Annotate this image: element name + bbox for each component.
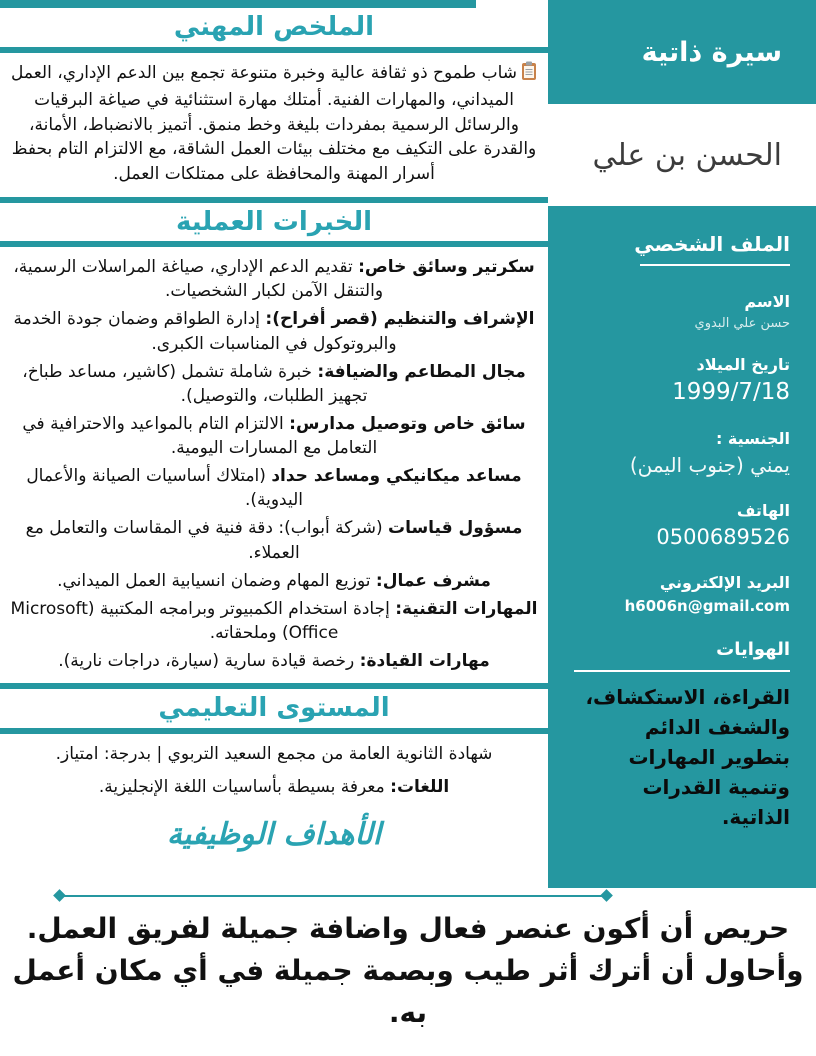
languages-value: معرفة بسيطة بأساسيات اللغة الإنجليزية.: [98, 777, 391, 798]
experience-item: [4, 464, 544, 512]
section-divider: [0, 241, 548, 247]
section-divider: [0, 728, 548, 734]
summary-text: شاب طموح ذو ثقافة عالية وخبرة متنوعة تجمع بين الدعم الإداري، العمل الميداني، والمهارات الفنية. أمتلك مهارة استثنائية في صياغة البرقيات والرسائل الرسمية بمفردات بليغة وخط منمق. أتميز بالانضباط، الأمانة، والقدرة على التكيف مع مختلف بيئات العمل الشاقة، مع الالتزام التام بحفظ أسرار المهنة والمحافظة على ممتلكات العمل.: [11, 62, 537, 185]
section-divider: [0, 0, 476, 8]
experience-item-desc: إدارة الطواقم وضمان جودة الخدمة والبروتوكول في المناسبات الكبرى.: [13, 309, 397, 354]
field-label: تاريخ الميلاد: [696, 355, 790, 374]
hobbies-divider: [574, 670, 790, 672]
experience-item: [4, 412, 544, 460]
divider-line: [64, 895, 602, 897]
profile-header: الملف الشخصي: [634, 232, 790, 256]
field-label: الهاتف: [736, 501, 790, 520]
section-divider: [0, 683, 548, 689]
experience-item-title: الإشراف والتنظيم (قصر أفراح):: [265, 309, 535, 330]
field-label: الاسم: [744, 292, 790, 311]
experience-item: [4, 649, 544, 673]
experience-item: [4, 516, 544, 564]
full-name: الحسن بن علي: [548, 104, 816, 206]
diamond-icon: [600, 889, 613, 902]
experience-item: [4, 597, 544, 645]
experience-item: [4, 307, 544, 355]
experience-item-title: سكرتير وسائق خاص:: [358, 257, 535, 278]
experience-item-title: سائق خاص وتوصيل مدارس:: [289, 413, 526, 434]
experience-item-desc: تقديم الدعم الإداري، صياغة المراسلات الرسمية، والتنقل الآمن لكبار الشخصيات.: [13, 257, 384, 302]
sidebar: [548, 0, 816, 888]
section-title-summary: الملخص المهني: [173, 12, 375, 42]
field-value: 1999/7/18: [672, 379, 790, 405]
section-divider: [0, 197, 548, 203]
profile-field-email: [574, 573, 790, 615]
experience-item-title: مهارات القيادة:: [359, 651, 490, 672]
personal-profile-section: [548, 206, 816, 888]
experience-item-title: مشرف عمال:: [375, 570, 491, 591]
languages-label: اللغات:: [390, 777, 450, 798]
field-value: h6006n@gmail.com: [624, 597, 790, 615]
section-title-objectives: الأهداف الوظيفية: [166, 816, 382, 852]
experience-item-desc: إجادة استخدام الكمبيوتر وبرامجه المكتبية (Microsoft Office) وملحقاته.: [10, 598, 396, 643]
profile-field-phone: [574, 501, 790, 549]
experience-list: [4, 255, 544, 673]
profile-field-birthdate: [574, 355, 790, 405]
field-label: الجنسية :: [715, 429, 790, 448]
profile-field-name: [574, 292, 790, 331]
experience-item: [4, 569, 544, 593]
objectives-text: حريص أن أكون عنصر فعال واضافة جميلة لفريق العمل. وأحاول أن أترك أثر طيب وبصمة جميلة في أي مكان أعمل به.: [12, 912, 804, 1029]
experience-item-desc: (امتلاك أساسيات الصيانة والأعمال اليدوية).: [26, 466, 304, 511]
section-title-education: المستوى التعليمي: [158, 693, 390, 724]
profile-header-underline: [640, 264, 790, 266]
section-title-experience: الخبرات العملية: [175, 206, 373, 237]
experience-item-title: مساعد ميكانيكي ومساعد حداد: [271, 466, 522, 487]
experience-item-desc: (شركة أبواب): دقة فنية في المقاسات والتعامل مع العملاء.: [25, 518, 388, 563]
experience-item-desc: خبرة شاملة تشمل (كاشير، مساعد طباخ، تجهيز الطلبات، والتوصيل).: [22, 361, 368, 406]
experience-item: [4, 360, 544, 408]
diamond-icon: [53, 889, 66, 902]
hobbies-text: القراءة، الاستكشاف، والشغف الدائم بتطوير المهارات وتنمية القدرات الذاتية.: [585, 685, 790, 829]
section-divider: [0, 47, 548, 53]
experience-item-title: مجال المطاعم والضيافة:: [317, 361, 526, 382]
field-value: 0500689526: [656, 525, 790, 549]
decorative-divider: [55, 891, 611, 900]
field-value: حسن علي البدوي: [694, 316, 790, 331]
experience-item-title: مسؤول قياسات: [387, 518, 523, 539]
experience-item: [4, 255, 544, 303]
summary-paragraph: [10, 61, 538, 187]
profile-field-nationality: [574, 429, 790, 477]
field-label: البريد الإلكتروني: [659, 573, 790, 592]
education-degree: شهادة الثانوية العامة من مجمع السعيد التربوي | بدرجة: امتياز.: [55, 743, 493, 764]
experience-item-desc: رخصة قيادة سارية (سيارة، دراجات نارية).: [58, 651, 360, 672]
education-languages: [8, 775, 540, 801]
field-value: يمني (جنوب اليمن): [629, 453, 790, 477]
experience-item-title: المهارات التقنية:: [395, 598, 538, 619]
cv-label: سيرة ذاتية: [548, 0, 816, 104]
clipboard-icon: [521, 61, 537, 89]
experience-item-desc: توزيع المهام وضمان انسيابية العمل الميداني.: [57, 570, 376, 591]
hobbies-header: الهوايات: [716, 639, 790, 660]
experience-item-desc: الالتزام التام بالمواعيد والاحترافية في التعامل مع المسارات اليومية.: [22, 413, 378, 459]
